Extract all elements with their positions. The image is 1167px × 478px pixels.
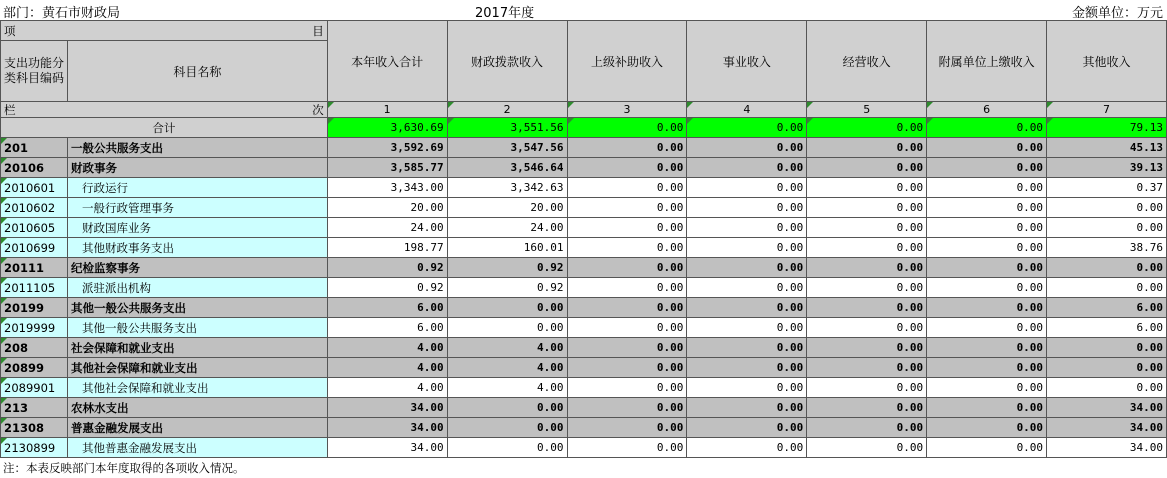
column-header-total: 本年收入合计 bbox=[327, 21, 447, 102]
row-value-cell: 3,343.00 bbox=[327, 178, 447, 198]
row-value-cell: 0.00 bbox=[927, 178, 1047, 198]
row-value-cell: 0.00 bbox=[567, 298, 687, 318]
table-row bbox=[1, 238, 1167, 258]
row-code-cell: 21308 bbox=[1, 418, 68, 438]
row-value-cell: 4.00 bbox=[327, 378, 447, 398]
total-value-cell: 0.00 bbox=[567, 118, 687, 138]
row-value-cell: 0.00 bbox=[687, 358, 807, 378]
total-value-cell: 3,630.69 bbox=[327, 118, 447, 138]
row-value-cell: 0.00 bbox=[927, 158, 1047, 178]
row-name-cell: 行政运行 bbox=[67, 178, 327, 198]
row-value-cell: 0.00 bbox=[567, 418, 687, 438]
name-column-header: 科目名称 bbox=[67, 41, 327, 102]
row-code-cell: 2010601 bbox=[1, 178, 68, 198]
row-value-cell: 0.00 bbox=[927, 278, 1047, 298]
row-value-cell: 0.00 bbox=[687, 198, 807, 218]
row-code-cell: 2130899 bbox=[1, 438, 68, 458]
row-value-cell: 0.00 bbox=[807, 318, 927, 338]
row-value-cell: 0.00 bbox=[927, 138, 1047, 158]
row-value-cell: 3,585.77 bbox=[327, 158, 447, 178]
row-name-cell: 财政事务 bbox=[67, 158, 327, 178]
row-value-cell: 0.00 bbox=[927, 358, 1047, 378]
row-value-cell: 6.00 bbox=[1047, 298, 1167, 318]
amount-unit-label: 金额单位：万元 bbox=[1071, 6, 1163, 21]
row-value-cell: 0.00 bbox=[567, 238, 687, 258]
row-value-cell: 160.01 bbox=[447, 238, 567, 258]
corner-left-label: 项 bbox=[4, 24, 16, 38]
row-value-cell: 0.37 bbox=[1047, 178, 1167, 198]
row-value-cell: 0.00 bbox=[687, 138, 807, 158]
row-name-cell: 社会保障和就业支出 bbox=[67, 338, 327, 358]
column-header-fiscal: 财政拨款收入 bbox=[447, 21, 567, 102]
row-value-cell: 0.00 bbox=[567, 398, 687, 418]
table-row bbox=[1, 298, 1167, 318]
table-row bbox=[1, 318, 1167, 338]
row-value-cell: 0.00 bbox=[807, 238, 927, 258]
row-code-cell: 20106 bbox=[1, 158, 68, 178]
row-code-cell: 201 bbox=[1, 138, 68, 158]
row-value-cell: 6.00 bbox=[327, 318, 447, 338]
row-value-cell: 0.00 bbox=[567, 198, 687, 218]
row-value-cell: 0.00 bbox=[807, 158, 927, 178]
row-value-cell: 4.00 bbox=[447, 358, 567, 378]
row-code-cell: 2010605 bbox=[1, 218, 68, 238]
row-value-cell: 0.00 bbox=[447, 318, 567, 338]
row-value-cell: 0.00 bbox=[687, 378, 807, 398]
row-value-cell: 0.92 bbox=[447, 258, 567, 278]
row-value-cell: 0.00 bbox=[1047, 358, 1167, 378]
row-name-cell: 其他普惠金融发展支出 bbox=[67, 438, 327, 458]
total-label: 合计 bbox=[1, 118, 328, 138]
row-value-cell: 3,547.56 bbox=[447, 138, 567, 158]
row-code-cell: 213 bbox=[1, 398, 68, 418]
row-value-cell: 0.00 bbox=[807, 258, 927, 278]
row-value-cell: 0.00 bbox=[927, 418, 1047, 438]
row-value-cell: 0.00 bbox=[927, 338, 1047, 358]
row-value-cell: 0.00 bbox=[807, 278, 927, 298]
total-value-cell: 3,551.56 bbox=[447, 118, 567, 138]
row-value-cell: 34.00 bbox=[327, 438, 447, 458]
row-name-cell: 其他财政事务支出 bbox=[67, 238, 327, 258]
row-value-cell: 0.00 bbox=[687, 338, 807, 358]
row-value-cell: 0.00 bbox=[807, 398, 927, 418]
table-row bbox=[1, 338, 1167, 358]
report-header bbox=[0, 0, 1167, 20]
row-value-cell: 38.76 bbox=[1047, 238, 1167, 258]
row-value-cell: 4.00 bbox=[327, 358, 447, 378]
table-row bbox=[1, 258, 1167, 278]
row-value-cell: 0.00 bbox=[567, 378, 687, 398]
row-name-cell: 纪检监察事务 bbox=[67, 258, 327, 278]
row-value-cell: 0.00 bbox=[687, 298, 807, 318]
row-value-cell: 0.00 bbox=[1047, 338, 1167, 358]
row-value-cell: 6.00 bbox=[327, 298, 447, 318]
row-code-cell: 2011105 bbox=[1, 278, 68, 298]
row-value-cell: 24.00 bbox=[327, 218, 447, 238]
column-header-superior-subsidy: 上级补助收入 bbox=[567, 21, 687, 102]
row-value-cell: 0.00 bbox=[687, 398, 807, 418]
row-code-cell: 2089901 bbox=[1, 378, 68, 398]
row-value-cell: 34.00 bbox=[1047, 418, 1167, 438]
column-number-cell: 6 bbox=[927, 102, 1047, 118]
row-value-cell: 0.00 bbox=[927, 318, 1047, 338]
report-year: 2017年度 bbox=[475, 6, 535, 21]
row-value-cell: 0.00 bbox=[447, 438, 567, 458]
row-value-cell: 0.00 bbox=[927, 298, 1047, 318]
row-value-cell: 0.00 bbox=[687, 218, 807, 238]
row-value-cell: 0.00 bbox=[807, 418, 927, 438]
row-value-cell: 0.00 bbox=[567, 338, 687, 358]
row-value-cell: 0.92 bbox=[327, 278, 447, 298]
row-value-cell: 0.00 bbox=[687, 178, 807, 198]
row-name-cell: 其他一般公共服务支出 bbox=[67, 298, 327, 318]
row-value-cell: 34.00 bbox=[327, 418, 447, 438]
row-value-cell: 0.00 bbox=[687, 418, 807, 438]
row-value-cell: 0.00 bbox=[807, 358, 927, 378]
corner-right-label: 目 bbox=[312, 24, 324, 38]
column-number-cell: 4 bbox=[687, 102, 807, 118]
row-value-cell: 6.00 bbox=[1047, 318, 1167, 338]
row-value-cell: 4.00 bbox=[447, 378, 567, 398]
row-code-cell: 20899 bbox=[1, 358, 68, 378]
row-value-cell: 198.77 bbox=[327, 238, 447, 258]
row-name-cell: 一般公共服务支出 bbox=[67, 138, 327, 158]
row-value-cell: 45.13 bbox=[1047, 138, 1167, 158]
row-code-cell: 2010699 bbox=[1, 238, 68, 258]
row-value-cell: 3,342.63 bbox=[447, 178, 567, 198]
row-value-cell: 0.00 bbox=[567, 178, 687, 198]
row-value-cell: 0.00 bbox=[567, 218, 687, 238]
row-value-cell: 0.00 bbox=[927, 218, 1047, 238]
row-value-cell: 0.00 bbox=[1047, 278, 1167, 298]
table-row bbox=[1, 378, 1167, 398]
table-row bbox=[1, 278, 1167, 298]
row-value-cell: 34.00 bbox=[327, 398, 447, 418]
row-value-cell: 0.92 bbox=[447, 278, 567, 298]
row-value-cell: 3,546.64 bbox=[447, 158, 567, 178]
ci-label: 次 bbox=[312, 103, 324, 117]
row-name-cell: 其他一般公共服务支出 bbox=[67, 318, 327, 338]
table-row bbox=[1, 218, 1167, 238]
row-value-cell: 0.00 bbox=[1047, 198, 1167, 218]
row-name-cell: 财政国库业务 bbox=[67, 218, 327, 238]
row-value-cell: 0.92 bbox=[327, 258, 447, 278]
row-value-cell: 0.00 bbox=[1047, 378, 1167, 398]
row-value-cell: 34.00 bbox=[1047, 398, 1167, 418]
row-value-cell: 0.00 bbox=[927, 258, 1047, 278]
column-number-cell: 3 bbox=[567, 102, 687, 118]
code-column-header: 支出功能分类科目编码 bbox=[1, 41, 68, 102]
row-name-cell: 派驻派出机构 bbox=[67, 278, 327, 298]
row-value-cell: 0.00 bbox=[567, 278, 687, 298]
row-value-cell: 0.00 bbox=[687, 238, 807, 258]
row-value-cell: 0.00 bbox=[447, 298, 567, 318]
row-value-cell: 0.00 bbox=[567, 138, 687, 158]
row-value-cell: 0.00 bbox=[447, 418, 567, 438]
row-code-cell: 2010602 bbox=[1, 198, 68, 218]
column-number-cell: 5 bbox=[807, 102, 927, 118]
row-name-cell: 一般行政管理事务 bbox=[67, 198, 327, 218]
row-value-cell: 0.00 bbox=[1047, 258, 1167, 278]
row-value-cell: 0.00 bbox=[1047, 218, 1167, 238]
row-value-cell: 0.00 bbox=[447, 398, 567, 418]
corner-header-cell bbox=[1, 21, 328, 41]
column-number-cell: 1 bbox=[327, 102, 447, 118]
total-value-cell: 0.00 bbox=[687, 118, 807, 138]
table-row bbox=[1, 418, 1167, 438]
row-value-cell: 39.13 bbox=[1047, 158, 1167, 178]
row-value-cell: 0.00 bbox=[687, 258, 807, 278]
row-value-cell: 0.00 bbox=[687, 438, 807, 458]
row-value-cell: 0.00 bbox=[567, 318, 687, 338]
row-code-cell: 2019999 bbox=[1, 318, 68, 338]
column-header-business: 事业收入 bbox=[687, 21, 807, 102]
total-value-cell: 0.00 bbox=[807, 118, 927, 138]
row-value-cell: 0.00 bbox=[807, 338, 927, 358]
lan-ci-cell bbox=[1, 102, 328, 118]
row-value-cell: 0.00 bbox=[567, 158, 687, 178]
row-value-cell: 0.00 bbox=[807, 178, 927, 198]
row-value-cell: 0.00 bbox=[927, 378, 1047, 398]
row-value-cell: 0.00 bbox=[567, 358, 687, 378]
row-value-cell: 0.00 bbox=[807, 218, 927, 238]
row-value-cell: 0.00 bbox=[927, 438, 1047, 458]
row-name-cell: 其他社会保障和就业支出 bbox=[67, 378, 327, 398]
column-number-cell: 7 bbox=[1047, 102, 1167, 118]
total-value-cell: 79.13 bbox=[1047, 118, 1167, 138]
total-value-cell: 0.00 bbox=[927, 118, 1047, 138]
income-table bbox=[0, 20, 1167, 458]
column-header-other: 其他收入 bbox=[1047, 21, 1167, 102]
lan-label: 栏 bbox=[4, 103, 16, 117]
row-value-cell: 0.00 bbox=[927, 398, 1047, 418]
row-value-cell: 0.00 bbox=[687, 158, 807, 178]
column-number-cell: 2 bbox=[447, 102, 567, 118]
row-value-cell: 0.00 bbox=[807, 298, 927, 318]
row-name-cell: 农林水支出 bbox=[67, 398, 327, 418]
department-label: 部门：黄石市财政局 bbox=[3, 6, 121, 21]
table-row bbox=[1, 158, 1167, 178]
row-value-cell: 0.00 bbox=[567, 258, 687, 278]
row-value-cell: 0.00 bbox=[567, 438, 687, 458]
row-value-cell: 0.00 bbox=[687, 278, 807, 298]
row-code-cell: 20199 bbox=[1, 298, 68, 318]
row-value-cell: 0.00 bbox=[807, 138, 927, 158]
table-row bbox=[1, 358, 1167, 378]
row-value-cell: 3,592.69 bbox=[327, 138, 447, 158]
table-row bbox=[1, 178, 1167, 198]
table-row bbox=[1, 138, 1167, 158]
row-value-cell: 0.00 bbox=[687, 318, 807, 338]
row-value-cell: 4.00 bbox=[447, 338, 567, 358]
row-name-cell: 普惠金融发展支出 bbox=[67, 418, 327, 438]
row-value-cell: 0.00 bbox=[807, 378, 927, 398]
row-value-cell: 0.00 bbox=[807, 198, 927, 218]
row-value-cell: 4.00 bbox=[327, 338, 447, 358]
row-value-cell: 0.00 bbox=[927, 198, 1047, 218]
row-value-cell: 0.00 bbox=[927, 238, 1047, 258]
column-header-operating: 经营收入 bbox=[807, 21, 927, 102]
row-value-cell: 20.00 bbox=[447, 198, 567, 218]
table-row bbox=[1, 438, 1167, 458]
table-row bbox=[1, 198, 1167, 218]
row-name-cell: 其他社会保障和就业支出 bbox=[67, 358, 327, 378]
table-row bbox=[1, 398, 1167, 418]
column-header-affiliated: 附属单位上缴收入 bbox=[927, 21, 1047, 102]
row-code-cell: 208 bbox=[1, 338, 68, 358]
row-value-cell: 20.00 bbox=[327, 198, 447, 218]
row-value-cell: 0.00 bbox=[807, 438, 927, 458]
table-footnote: 注：本表反映部门本年度取得的各项收入情况。 bbox=[3, 461, 245, 475]
row-value-cell: 34.00 bbox=[1047, 438, 1167, 458]
row-code-cell: 20111 bbox=[1, 258, 68, 278]
row-value-cell: 24.00 bbox=[447, 218, 567, 238]
